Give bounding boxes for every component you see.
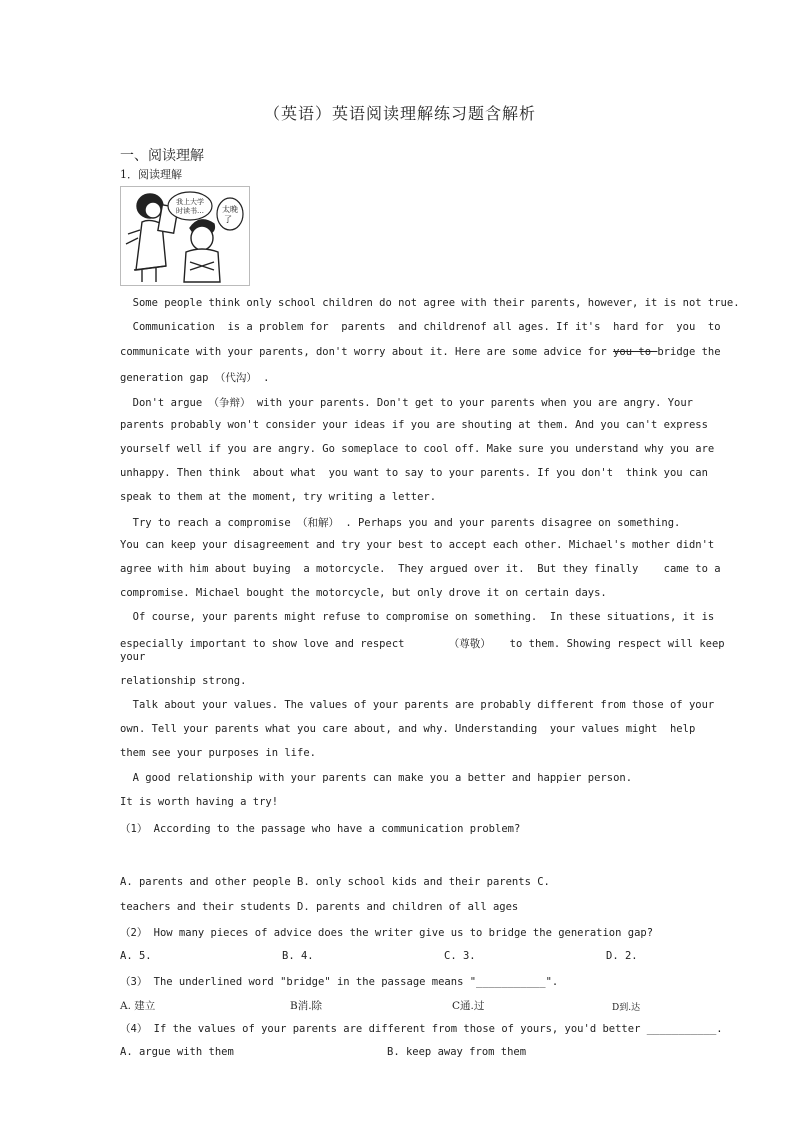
- passage-line: them see your purposes in life.: [120, 747, 316, 759]
- passage-line: Talk about your values. The values of your parents are probably different from those of your: [120, 699, 715, 711]
- question-4-option-a[interactable]: A. argue with them: [120, 1046, 234, 1058]
- passage-line: yourself well if you are angry. Go someplace to cool off. Make sure you understand why you are: [120, 443, 715, 455]
- question-1-stem: （1） According to the passage who have a communication problem?: [120, 823, 521, 835]
- question-number: 1．阅读理解: [120, 168, 182, 181]
- question-3-option-d[interactable]: D到.达: [612, 1003, 641, 1013]
- question-3-option-c[interactable]: C通.过: [452, 1000, 485, 1012]
- passage-line: your: [120, 651, 146, 663]
- document-title: （英语）英语阅读理解练习题含解析: [263, 104, 536, 123]
- svg-text:太晚: 太晚: [222, 205, 238, 214]
- passage-line: communicate with your parents, don't worry about it. Here are some advice for you to bridge the: [120, 346, 721, 358]
- question-4-option-b[interactable]: B. keep away from them: [387, 1046, 527, 1058]
- passage-line: agree with him about buying a motorcycle. They argued over it. But they finally came to a: [120, 563, 721, 575]
- passage-line: unhappy. Then think about what you want to say to your parents. If you don't think you can: [120, 467, 708, 479]
- passage-line: Some people think only school children do not agree with their parents, however, it is not true.: [120, 297, 740, 309]
- question-3-option-a[interactable]: A. 建立: [120, 1000, 156, 1012]
- speech-bubble-right: [217, 198, 243, 230]
- passage-line: A good relationship with your parents can make you a better and happier person.: [120, 772, 633, 784]
- cartoon-illustration: [120, 186, 250, 286]
- svg-text:了: 了: [224, 215, 232, 224]
- passage-line: generation gap （代沟） .: [120, 372, 270, 384]
- section-heading: 一、阅读理解: [120, 148, 204, 164]
- speech-left-text: 我上大学: [176, 198, 204, 206]
- passage-line: Don't argue （争辩） with your parents. Don't get to your parents when you are angry. Your: [120, 397, 694, 409]
- question-2-option-c[interactable]: C. 3.: [444, 950, 476, 962]
- question-2-option-b[interactable]: B. 4.: [282, 950, 314, 962]
- speech-bubble-left: [168, 192, 212, 220]
- passage-line: Communication is a problem for parents and childrenof all ages. If it's hard for you to: [120, 321, 721, 333]
- passage-line: especially important to show love and respect （尊敬） to them. Showing respect will keep: [120, 638, 725, 650]
- passage-line: speak to them at the moment, try writing a letter.: [120, 491, 437, 503]
- passage-line: parents probably won't consider your ideas if you are shouting at them. And you can't express: [120, 419, 708, 431]
- question-2-option-d[interactable]: D. 2.: [606, 950, 638, 962]
- question-2-stem: （2） How many pieces of advice does the writer give us to bridge the generation gap?: [120, 927, 654, 939]
- strikethrough-text: you to: [613, 346, 658, 358]
- question-3-stem: （3） The underlined word "bridge" in the passage means "___________".: [120, 976, 559, 988]
- svg-text:时读书…: 时读书…: [176, 207, 204, 215]
- passage-line: Try to reach a compromise （和解） . Perhaps you and your parents disagree on something.: [120, 517, 681, 529]
- passage-line: It is worth having a try!: [120, 796, 279, 808]
- passage-line: You can keep your disagreement and try your best to accept each other. Michael's mother didn't: [120, 539, 715, 551]
- passage-line: relationship strong.: [120, 675, 247, 687]
- passage-line: compromise. Michael bought the motorcycle, but only drove it on certain days.: [120, 587, 607, 599]
- question-3-option-b[interactable]: B消.除: [290, 1000, 323, 1012]
- passage-line: own. Tell your parents what you care about, and why. Understanding your values might help: [120, 723, 696, 735]
- question-4-stem: （4） If the values of your parents are different from those of yours, you'd better ___________.: [120, 1023, 723, 1035]
- passage-line: Of course, your parents might refuse to compromise on something. In these situations, it is: [120, 611, 715, 623]
- question-1-options-line: teachers and their students D. parents and children of all ages: [120, 901, 519, 913]
- question-1-options-line: A. parents and other people B. only school kids and their parents C.: [120, 876, 550, 888]
- question-2-option-a[interactable]: A. 5.: [120, 950, 152, 962]
